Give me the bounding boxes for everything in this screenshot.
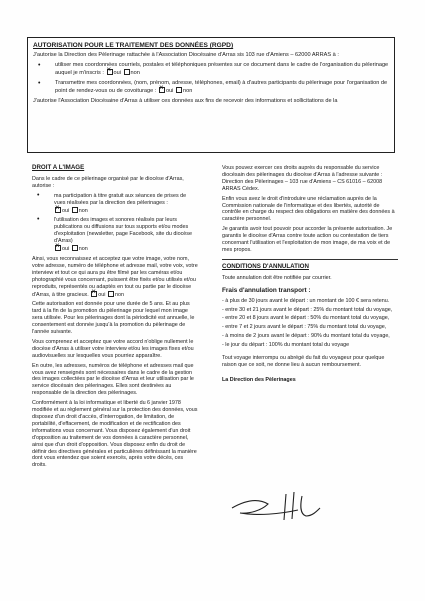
bullet-icon: • [38, 62, 41, 70]
rgpd-section [27, 37, 395, 153]
rights-paragraph-1: Vous pouvez exercer ces droits auprès du responsable du service diocésain des pèlerinages du diocèse d'Arras à l'adresse suivante : Direction des Pèlerinages – 103 rue d'Amiens – CS 61016 – 62008 ARRAS Cédex. [222, 165, 383, 192]
fee-item: - à moins de 2 jours avant le départ : 90% du montant total du voyage, [222, 333, 390, 340]
oui-label: oui [113, 70, 121, 77]
image-bullet-1-text: ma participation à titre gratuit aux séances de prises de vues réalisées par la direction des pèlerinages : [54, 192, 187, 206]
image-paragraph-4: En outre, les adresses, numéros de téléphone et adresses mail que vous avez renseignés sont nécessaires dans le cadre de la gestion des images collectées par le diocèse d'Arras et leur utilisation par le service diocésain des pèlerinages. Elles sont destinées au responsable de la direction des pèlerinages. [32, 362, 194, 397]
non-label: non [182, 88, 193, 95]
non-label: non [130, 70, 140, 77]
image-bullet-2-text: l'utilisation des images et sonores réalisés par leurs publications ou diffusions sur tous supports et/ou modes d'exploitation (newsletter, page Facebook, site du diocèse d'Arras) [54, 217, 192, 245]
oui-label: oui [98, 291, 106, 298]
rgpd-final: J'autorise l'Association Diocésaine d'Arras à utiliser ces données aux fins de recevoir des informations et sollicitations de la [33, 98, 338, 105]
rights-paragraph-3: Je garantis avoir tout pouvoir pour accorder la présente autorisation. Je garantis le diocèse d'Arras contre toute action ou contestation de tiers concernant l'utilisation et l'exploitation de mon image, de ma voix et de mes propos. [222, 226, 393, 253]
image-intro: Dans le cadre de ce pèlerinage organisé par le diocèse d'Arras, autorise : [32, 175, 184, 189]
image-p1-oui-checkbox[interactable] [91, 291, 97, 297]
rgpd-title: AUTORISATION POUR LE TRAITEMENT DES DONNÉES (RGPD) [33, 42, 234, 49]
image-p1-non-checkbox[interactable] [108, 291, 114, 297]
image-paragraph-5: Conformément à la loi informatique et liberté du 6 janvier 1978 modifiée et au règlement général sur la protection des données, vous disposez d'un droit d'accès, d'interrogation, de limitation, de portabilité, d'effacement, de modification et de rectification des informations vous concernant. Vous disposez également d'un droit d'opposition au traitement de vos données à caractère personnel, ainsi que d'un droit d'opposition. Vous disposez enfin du droit de définir des directives générales et particulières définissant la manière dont vous entendez que soient exercés, après votre décès, ces droits. [32, 400, 198, 469]
fee-item: - entre 30 et 21 jours avant le départ : 25% du montant total du voyage, [222, 306, 393, 313]
fee-item: - à plus de 30 jours avant le départ : un montant de 100 € sera retenu. [222, 297, 390, 304]
image-b2-non-checkbox[interactable] [72, 245, 78, 251]
oui-label: oui [62, 246, 70, 253]
image-b1-non-checkbox[interactable] [72, 207, 78, 213]
signature-label: La Direction des Pèlerinages [222, 376, 296, 383]
non-label: non [78, 207, 88, 214]
image-paragraph-2: Cette autorisation est donnée pour une durée de 5 ans. Et au plus tard à la fin de la promotion du pèlerinage pour lequel mon image sera utilisée. Pour les pèlerinages dont la périodicité est annuelle, le consentement est donnée jusqu'à la promotion du pèlerinage de l'année suivante. [32, 301, 195, 336]
cancellation-title: CONDITIONS D'ANNULATION [222, 262, 309, 270]
image-bullet-1 [32, 193, 198, 215]
image-paragraph-1-text: Ainsi, vous reconnaissez et acceptez que votre image, votre nom, votre adresse, numéro de téléphone et adresse mail, votre voix, votre interview et tout ce qui aura pu être filmé par les caméras et/ou photographié vous concernant, puissent être fixés et/ou utilisés et/ou reproduits, représentés ou adaptés en tout ou partie par le diocèse d'Arras, à titre gracieux. [32, 255, 198, 298]
rights-paragraph-2: Enfin vous avez le droit d'introduire une réclamation auprès de la Commission nationale de l'informatique et des libertés, autorité de contrôle en charge du respect des obligations en matière des données à caractère personnel. [222, 195, 395, 223]
rgpd-item-1-text: utiliser mes coordonnées courriels, postales et téléphoniques présentes sur ce document dans le cadre de l'organisation du pèlerinage auquel je m'inscris : [55, 62, 389, 77]
image-paragraph-1 [32, 256, 198, 298]
rgpd-item-1-oui-checkbox[interactable] [107, 69, 113, 75]
oui-label: oui [165, 88, 174, 95]
image-rights-title: DROIT A L'IMAGE [32, 164, 85, 171]
bullet-icon: • [37, 191, 40, 199]
oui-label: oui [62, 207, 70, 214]
image-b1-oui-checkbox[interactable] [55, 207, 61, 213]
image-bullet-2 [32, 217, 198, 253]
non-label: non [78, 246, 88, 253]
image-rights-column [32, 165, 198, 472]
cancellation-intro: Toute annulation doit être notifiée par courrier. [222, 274, 332, 281]
fee-item: - entre 20 et 8 jours avant le départ : 50% du montant total du voyage, [222, 315, 390, 322]
rgpd-item-2-non-checkbox[interactable] [176, 87, 182, 93]
image-b2-oui-checkbox[interactable] [55, 245, 61, 251]
non-label: non [114, 291, 124, 298]
rgpd-item-1-non-checkbox[interactable] [124, 69, 130, 75]
rgpd-item-2-text: Transmettre mes coordonnées, (nom, prénom, adresse, téléphones, email) à d'autres participants du pèlerinage pour l'organisation de point de rendez-vous ou de covoiturage : [55, 80, 388, 95]
bullet-icon: • [38, 80, 41, 88]
right-column [222, 165, 398, 387]
interrupted-trip-paragraph: Tout voyage interrompu ou abrégé du fait du voyageur pour quelque raison que ce soit, ne donne lieu à aucun remboursement. [222, 355, 385, 368]
handwritten-signature [228, 486, 338, 526]
fee-item: - entre 7 et 2 jours avant le départ : 75% du montant total du voyage, [222, 324, 387, 331]
fees-title: Frais d'annulation transport : [222, 286, 311, 294]
rgpd-intro: J'autorise la Direction des Pèlerinage rattachée à l'Association Diocésaine d'Arras sis 103 rue d'Amiens – 62000 ARRAS à : [33, 52, 339, 58]
rgpd-item-1 [33, 62, 389, 77]
bullet-icon: • [37, 216, 40, 224]
divider [222, 259, 398, 260]
rgpd-item-2-oui-checkbox[interactable] [159, 87, 165, 93]
fee-item: - le jour du départ : 100% du montant total du voyage [222, 342, 350, 349]
image-paragraph-3: Vous comprenez et acceptez que votre accord n'oblige nullement le diocèse d'Arras à utiliser votre interview et/ou les images fixes et/ou audiovisuelles sur lesquelles vous pourriez apparaître. [32, 338, 194, 359]
rgpd-item-2 [33, 80, 389, 95]
